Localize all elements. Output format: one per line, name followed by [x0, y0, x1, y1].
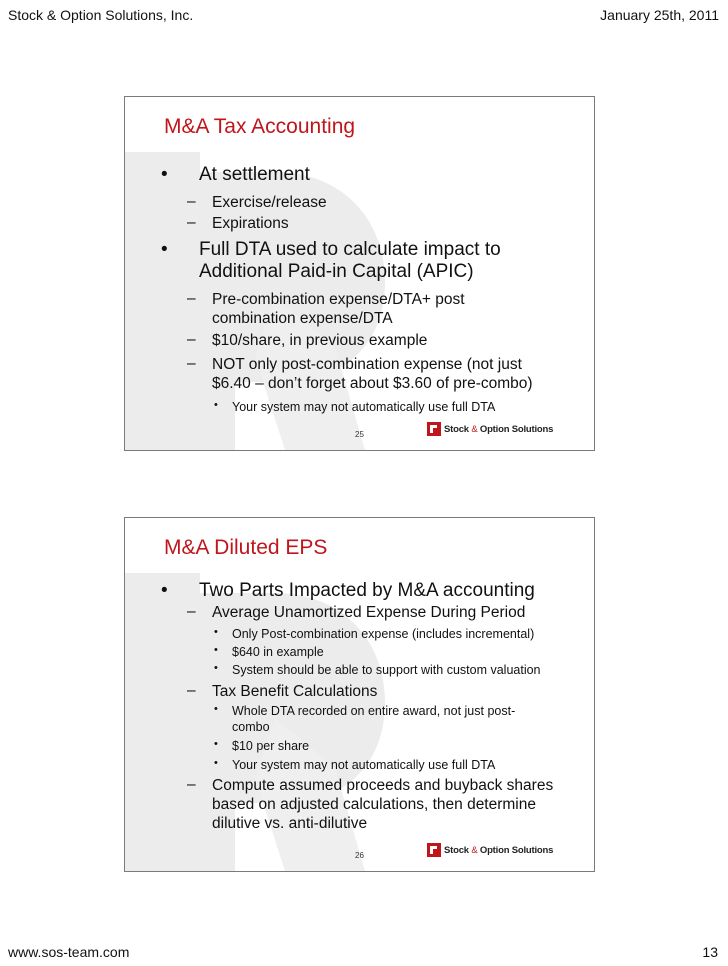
slide-title: M&A Diluted EPS [164, 536, 328, 559]
bullet-icon: • [214, 662, 218, 674]
bullet-icon: • [161, 239, 168, 260]
dash-icon: – [187, 682, 196, 699]
slide-26: M&A Diluted EPS • Two Parts Impacted by M&A accounting – Average Unamortized Expense During Period • Only Post-combination expense (includes incremental) • $640 in example • System should be able to support with custom valuation – Tax Benefit Calculations • Whole DTA recorded on entire award, not just post- combo • $10 per share • Your system may not automatically use full DTA – Compute assumed proceeds and buyback shares based on adjusted calculations, then determine dilutive vs. anti-dilutive 26 Stock & Option Solutions [124, 517, 595, 872]
bullet-icon: • [214, 644, 218, 656]
slide-page-number: 25 [355, 430, 364, 439]
bullet-icon: • [214, 399, 218, 411]
bullet-icon: • [214, 757, 218, 769]
dash-icon: – [187, 290, 196, 307]
logo-mark-icon [427, 843, 441, 857]
bullet-icon: • [214, 703, 218, 715]
dash-icon: – [187, 355, 196, 372]
bullet-icon: • [161, 580, 168, 601]
slide-title: M&A Tax Accounting [164, 115, 356, 138]
logo-mark-icon [427, 422, 441, 436]
slide-25: M&A Tax Accounting • At settlement – Exercise/release – Expirations • Full DTA used to calculate impact to Additional Paid-in Capital (APIC) – Pre-combination expense/DTA+ post combination expense/DTA – $10/share, in previous example – NOT only post-combination expense (not just $6.40 – don’t forget about $3.60 of pre-combo) • Your system may not automatically use full DTA 25 Stock & Option Solutions [124, 96, 595, 451]
dash-icon: – [187, 776, 196, 793]
header-date: January 25th, 2011 [600, 7, 719, 23]
company-logo: Stock & Option Solutions [427, 421, 567, 437]
bullet-icon: • [161, 164, 168, 185]
footer-website: www.sos-team.com [8, 944, 130, 960]
header-company: Stock & Option Solutions, Inc. [8, 7, 194, 23]
company-logo: Stock & Option Solutions [427, 842, 567, 858]
bullet-icon: • [214, 738, 218, 750]
dash-icon: – [187, 331, 196, 348]
footer-page-number: 13 [702, 944, 718, 960]
slide-page-number: 26 [355, 851, 364, 860]
dash-icon: – [187, 603, 196, 620]
dash-icon: – [187, 214, 196, 231]
dash-icon: – [187, 193, 196, 210]
bullet-icon: • [214, 626, 218, 638]
